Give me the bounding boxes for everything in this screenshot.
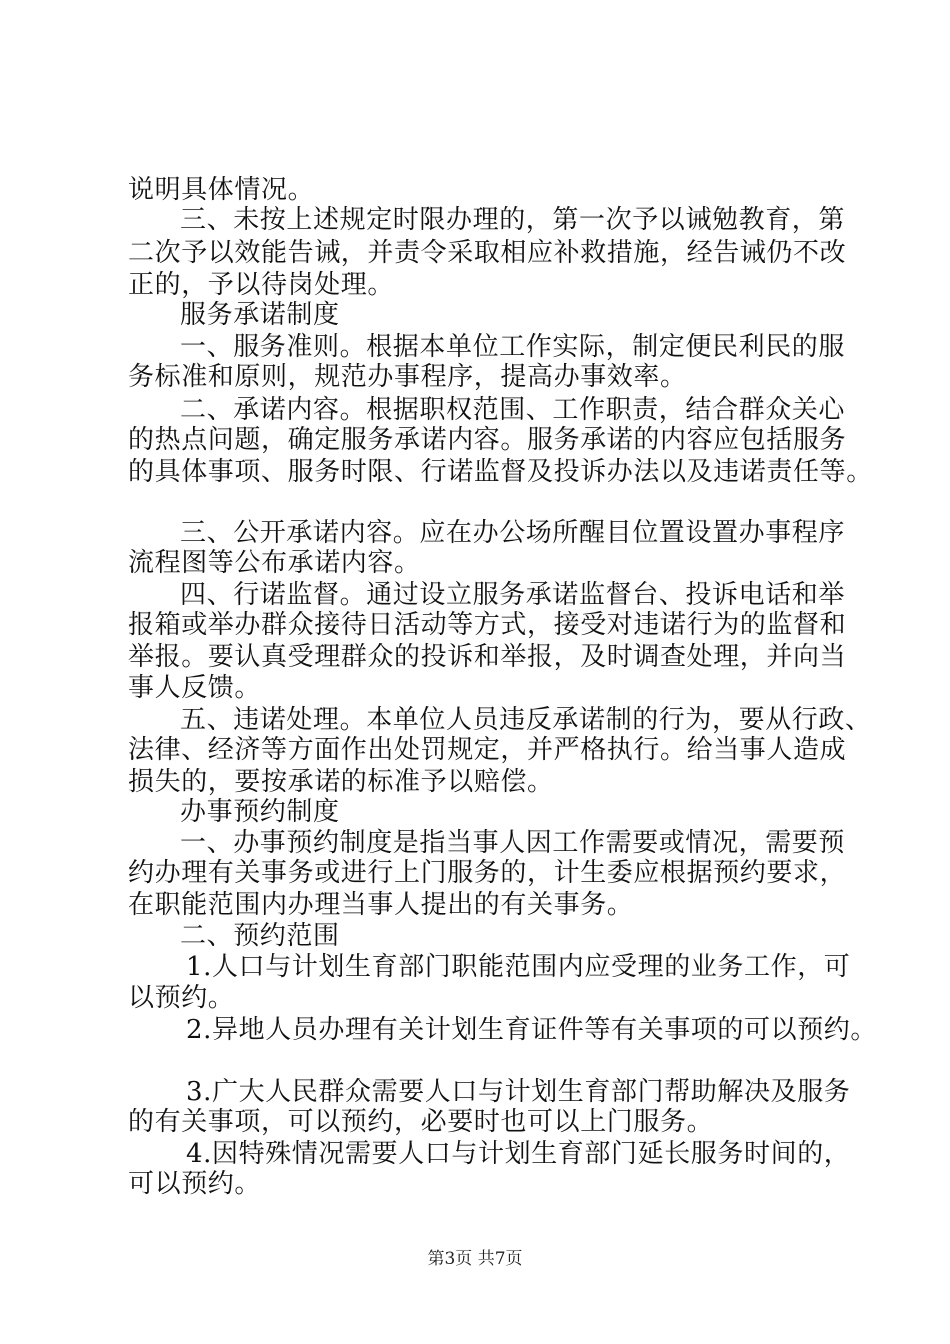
text-line: 报箱或举办群众接待日活动等方式，接受对违诺行为的监督和 [128, 610, 847, 640]
text-line: 正的，予以待岗处理。 [128, 270, 395, 300]
text-line: 二、承诺内容。根据职权范围、工作职责，结合群众关心 [180, 395, 846, 425]
text-line: 的具体事项、服务时限、行诺监督及投诉办法以及违诺责任等。 [128, 457, 873, 487]
text-line: 三、未按上述规定时限办理的，第一次予以诫勉教育，第 [180, 205, 846, 235]
text-line: 法律、经济等方面作出处罚规定，并严格执行。给当事人造成 [128, 735, 847, 765]
text-line: 的有关事项，可以预约，必要时也可以上门服务。 [128, 1107, 714, 1137]
text-line: 五、违诺处理。本单位人员违反承诺制的行为，要从行政、 [180, 705, 872, 735]
text-line: 可以预约。 [128, 1169, 262, 1199]
section-heading: 服务承诺制度 [180, 300, 340, 330]
text-line: 务标准和原则，规范办事程序，提高办事效率。 [128, 362, 687, 392]
text-line: 一、办事预约制度是指当事人因工作需要或情况，需要预 [180, 828, 846, 858]
text-line: 三、公开承诺内容。应在办公场所醒目位置设置办事程序 [180, 518, 846, 548]
page-number-footer: 第3页 共7页 [427, 1249, 523, 1269]
text-line: 的热点问题，确定服务承诺内容。服务承诺的内容应包括服务 [128, 425, 847, 455]
text-line: 说明具体情况。 [128, 175, 315, 205]
text-line: 损失的，要按承诺的标准予以赔偿。 [128, 767, 554, 797]
text-line: 以预约。 [128, 983, 235, 1013]
text-line: 举报。要认真受理群众的投诉和举报，及时调查处理，并向当 [128, 642, 847, 672]
text-line: 一、服务准则。根据本单位工作实际，制定便民利民的服 [180, 332, 846, 362]
text-line: 事人反馈。 [128, 673, 262, 703]
list-item: 4.因特殊情况需要人口与计划生育部门延长服务时间的， [186, 1139, 851, 1169]
list-item: 2.异地人员办理有关计划生育证件等有关事项的可以预约。 [186, 1015, 878, 1045]
text-line: 流程图等公布承诺内容。 [128, 548, 421, 578]
text-line: 约办理有关事务或进行上门服务的，计生委应根据预约要求， [128, 858, 847, 888]
text-line: 二、预约范围 [180, 921, 340, 951]
text-line: 在职能范围内办理当事人提出的有关事务。 [128, 890, 634, 920]
section-heading: 办事预约制度 [180, 797, 340, 827]
text-line: 四、行诺监督。通过设立服务承诺监督台、投诉电话和举 [180, 580, 846, 610]
text-line: 二次予以效能告诫，并责令采取相应补救措施，经告诫仍不改 [128, 238, 847, 268]
list-item: 3.广大人民群众需要人口与计划生育部门帮助解决及服务 [186, 1077, 851, 1107]
list-item: 1.人口与计划生育部门职能范围内应受理的业务工作，可 [186, 952, 851, 982]
